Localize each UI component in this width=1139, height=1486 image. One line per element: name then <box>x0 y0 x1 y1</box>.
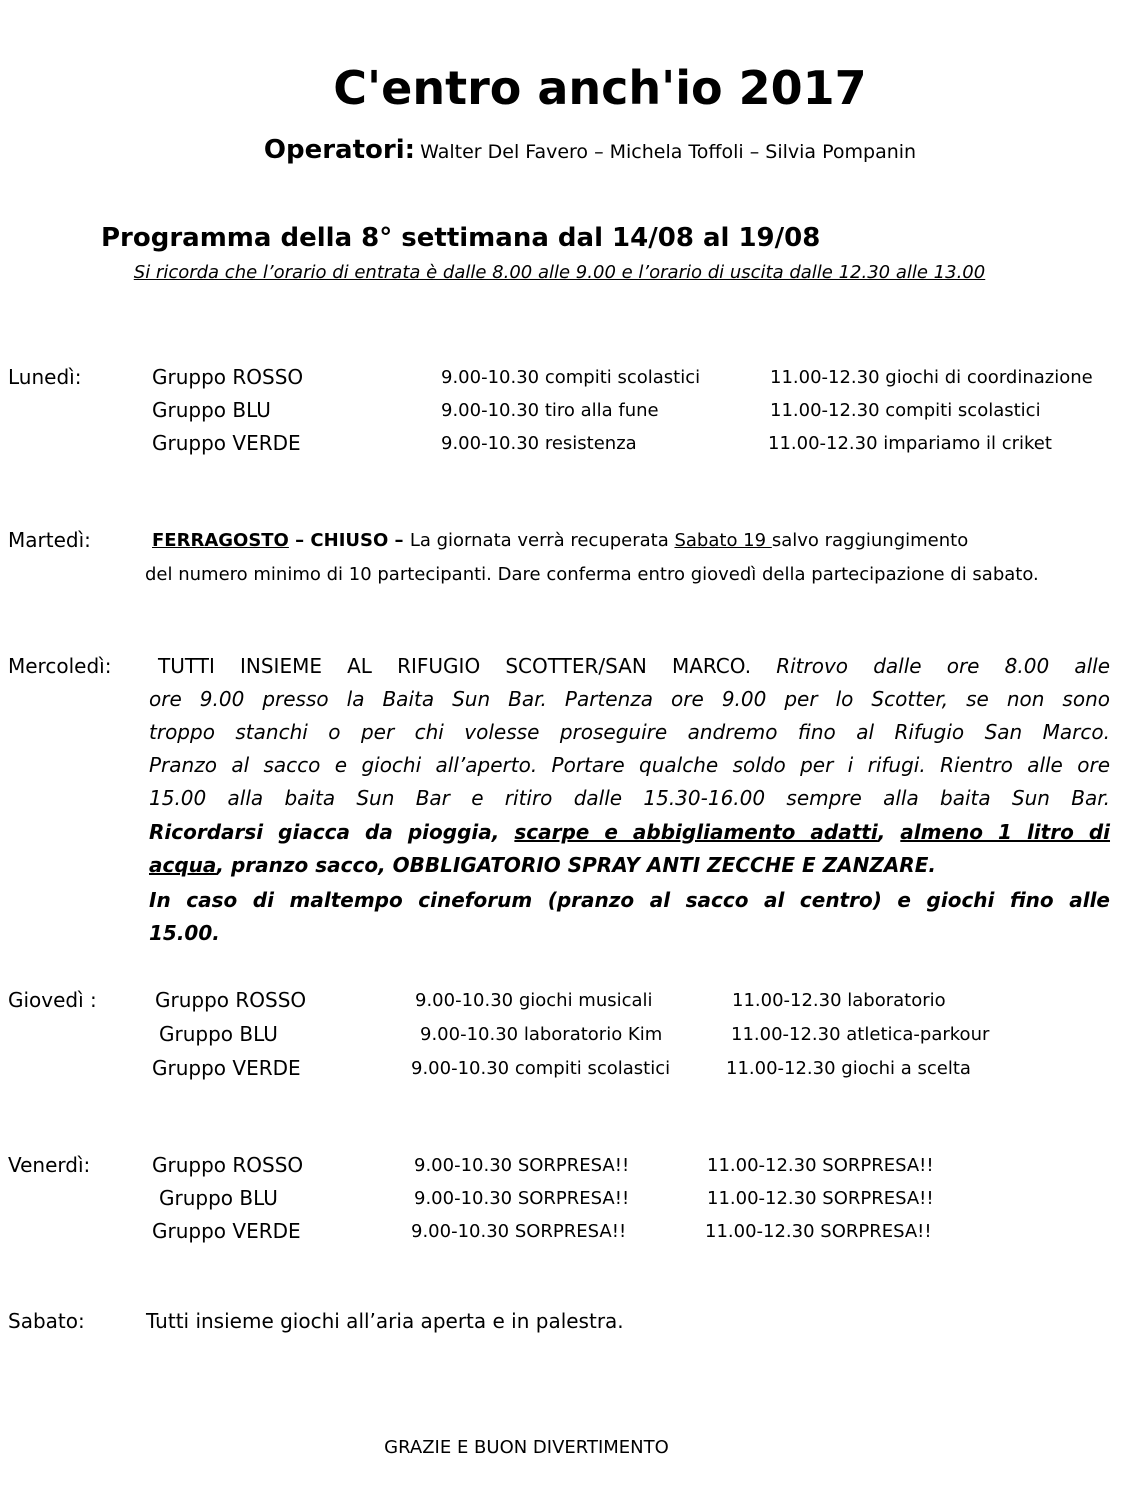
monday-rosso-second: 11.00-12.30 giochi di coordinazione <box>770 367 1093 388</box>
monday-day-label: Lunedì: <box>8 365 82 389</box>
friday-rosso-second: 11.00-12.30 SORPRESA!! <box>707 1155 934 1176</box>
friday-rosso-first: 9.00-10.30 SORPRESA!! <box>414 1155 630 1176</box>
wednesday-line-8: In caso di maltempo cineforum (pranzo al sacco al centro) e giochi fino alle <box>149 888 1110 912</box>
friday-verde-first: 9.00-10.30 SORPRESA!! <box>411 1221 627 1242</box>
wednesday-line-3: troppo stanchi o per chi volesse proseguire andremo fino al Rifugio San Marco. <box>149 720 1110 744</box>
monday-verde-second: 11.00-12.30 impariamo il criket <box>768 433 1052 454</box>
wednesday-line-1-upper: TUTTI INSIEME AL RIFUGIO SCOTTER/SAN MARCO. <box>158 654 777 678</box>
monday-blu-first: 9.00-10.30 tiro alla fune <box>441 400 659 421</box>
saturday-text: Tutti insieme giochi all’aria aperta e in palestra. <box>146 1309 624 1333</box>
operators-line <box>0 132 1139 171</box>
holiday-name: FERRAGOSTO <box>152 530 289 551</box>
water-reminder-a: almeno 1 litro di <box>900 820 1111 844</box>
operators-names: Walter Del Favero – Michela Toffoli – Silvia Pompanin <box>420 141 917 163</box>
wednesday-line-1 <box>158 650 1110 683</box>
tuesday-sep-1: – <box>288 530 311 551</box>
wednesday-line-2: ore 9.00 presso la Baita Sun Bar. Partenza ore 9.00 per lo Scotter, se non sono <box>149 687 1110 711</box>
monday-verde-first: 9.00-10.30 resistenza <box>441 433 637 454</box>
friday-blu-second: 11.00-12.30 SORPRESA!! <box>707 1188 934 1209</box>
water-reminder-b: acqua <box>149 853 217 877</box>
wednesday-line-9: 15.00. <box>149 921 220 945</box>
monday-group-rosso: Gruppo ROSSO <box>152 365 304 389</box>
shoes-reminder: scarpe e abbigliamento adatti <box>514 820 878 844</box>
friday-day-label: Venerdì: <box>8 1153 91 1177</box>
monday-group-blu: Gruppo BLU <box>152 398 271 422</box>
thursday-blu-first: 9.00-10.30 laboratorio Kim <box>420 1024 663 1045</box>
wednesday-line-1-italic: Ritrovo dalle ore 8.00 alle <box>776 654 1111 678</box>
wednesday-line-4: Pranzo al sacco e giochi all’aperto. Portare qualche soldo per i rifugi. Rientro alle ore <box>149 753 1110 777</box>
friday-group-verde: Gruppo VERDE <box>152 1219 301 1243</box>
operators-colon: : <box>404 135 416 165</box>
monday-blu-second: 11.00-12.30 compiti scolastici <box>770 400 1041 421</box>
tuesday-line-1 <box>152 524 968 557</box>
operators-label: Operatori <box>263 135 405 165</box>
comma: , <box>877 820 901 844</box>
thursday-verde-first: 9.00-10.30 compiti scolastici <box>411 1058 671 1079</box>
closed-label: CHIUSO <box>310 530 389 551</box>
friday-verde-second: 11.00-12.30 SORPRESA!! <box>705 1221 932 1242</box>
friday-group-blu: Gruppo BLU <box>159 1186 278 1210</box>
spray-reminder: , pranzo sacco, OBBLIGATORIO SPRAY ANTI ZECCHE E ZANZARE. <box>216 853 936 877</box>
closing-message: GRAZIE E BUON DIVERTIMENTO <box>384 1437 669 1458</box>
thursday-group-blu: Gruppo BLU <box>159 1022 278 1046</box>
thursday-blu-second: 11.00-12.30 atletica-parkour <box>731 1024 990 1045</box>
wednesday-line-5: 15.00 alla baita Sun Bar e ritiro dalle 15.30-16.00 sempre alla baita Sun Bar. <box>149 786 1110 810</box>
monday-rosso-first: 9.00-10.30 compiti scolastici <box>441 367 701 388</box>
wednesday-line-6 <box>149 816 1110 849</box>
saturday-day-label: Sabato: <box>8 1309 85 1333</box>
tuesday-line-2: del numero minimo di 10 partecipanti. Dare conferma entro giovedì della partecipazione di sabato. <box>145 564 1039 585</box>
monday-group-verde: Gruppo VERDE <box>152 431 301 455</box>
thursday-day-label: Giovedì : <box>8 988 97 1012</box>
friday-blu-first: 9.00-10.30 SORPRESA!! <box>414 1188 630 1209</box>
thursday-rosso-second: 11.00-12.30 laboratorio <box>732 990 946 1011</box>
hours-note: Si ricorda che l’orario di entrata è dalle 8.00 alle 9.00 e l’orario di uscita dalle 12.30 alle 13.00 <box>133 262 986 283</box>
tuesday-day-label: Martedì: <box>8 528 91 552</box>
friday-group-rosso: Gruppo ROSSO <box>152 1153 304 1177</box>
saturday-reference: Sabato 19 <box>674 530 772 551</box>
thursday-group-verde: Gruppo VERDE <box>152 1056 301 1080</box>
tuesday-sep-2: – <box>388 530 410 551</box>
tuesday-text-1: La giornata verrà recuperata <box>409 530 675 551</box>
thursday-verde-second: 11.00-12.30 giochi a scelta <box>726 1058 971 1079</box>
thursday-rosso-first: 9.00-10.30 giochi musicali <box>415 990 653 1011</box>
page-title: C'entro anch'io 2017 <box>333 61 867 115</box>
thursday-group-rosso: Gruppo ROSSO <box>155 988 307 1012</box>
wednesday-line-7 <box>149 849 936 882</box>
tuesday-text-2: salvo raggiungimento <box>771 530 969 551</box>
program-heading: Programma della 8° settimana dal 14/08 al 19/08 <box>101 223 821 253</box>
wednesday-day-label: Mercoledì: <box>8 654 112 678</box>
raincoat-reminder: Ricordarsi giacca da pioggia, <box>149 820 515 844</box>
